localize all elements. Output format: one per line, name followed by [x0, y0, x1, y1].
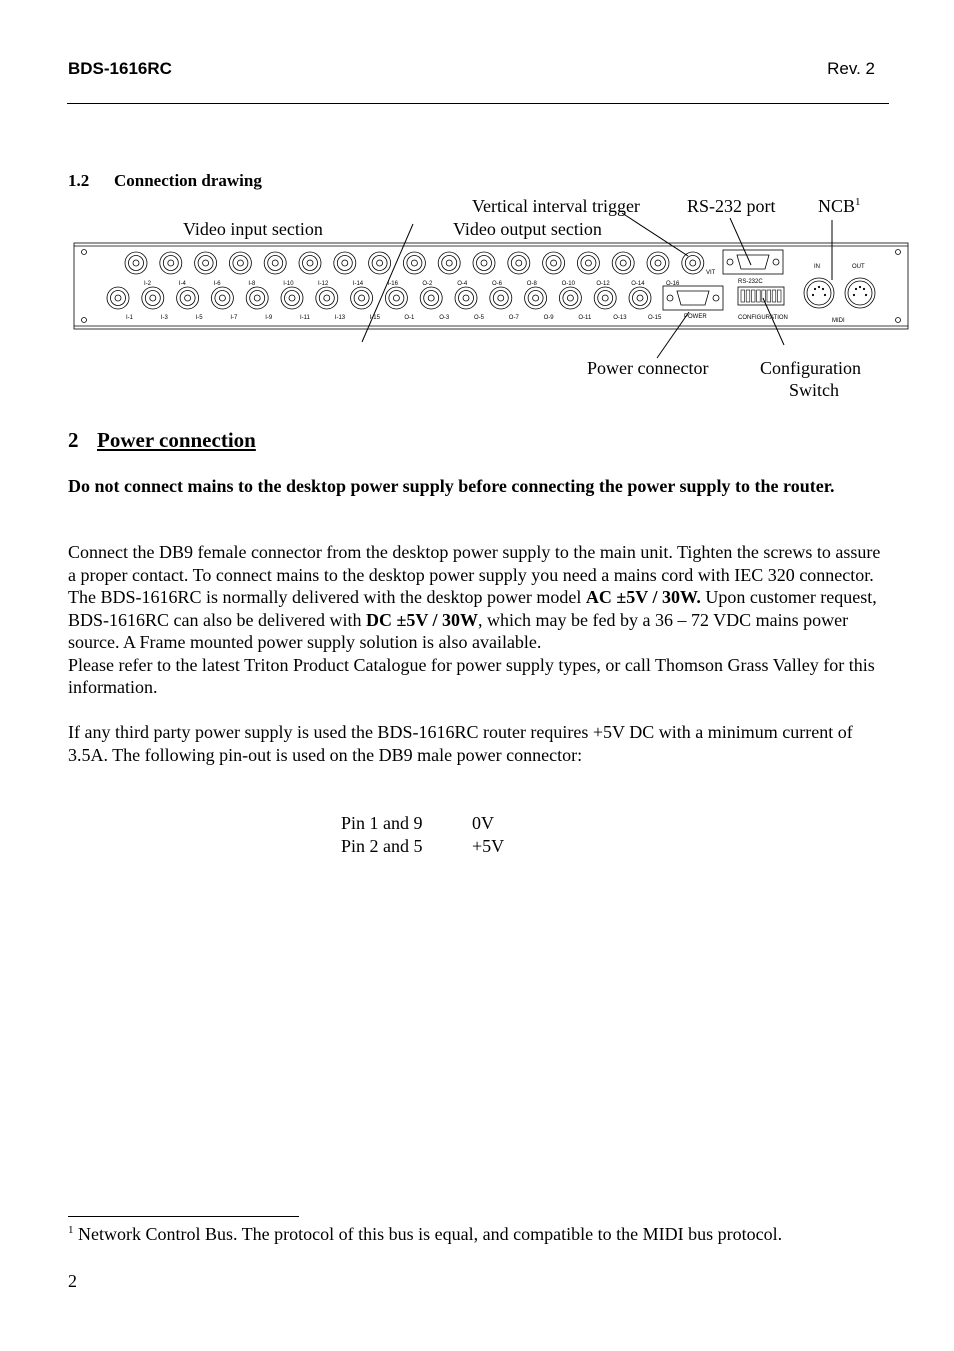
bnc-connector-i-4 [160, 252, 182, 274]
bnc-label: O-2 [422, 281, 433, 287]
bnc-label: I-4 [178, 281, 186, 287]
power-warning: Do not connect mains to the desktop power supply before connecting the power supply to the router. [68, 476, 835, 496]
callout-config-switch-line1: Configuration [760, 358, 861, 378]
power-connector-box [663, 286, 723, 310]
bnc-label: I-11 [300, 315, 310, 321]
bnc-label: O-8 [526, 281, 537, 287]
midi-panel-label: MIDI [832, 318, 845, 324]
page-number: 2 [68, 1271, 77, 1291]
callout-vit: Vertical interval trigger [472, 196, 640, 216]
bnc-connector-i-1 [107, 287, 129, 309]
power-connection-body [68, 541, 890, 766]
bnc-connector-o-10 [543, 252, 565, 274]
bnc-label: I-7 [230, 315, 238, 321]
bnc-connector-i-15 [351, 287, 373, 309]
bnc-label: O-14 [631, 281, 645, 287]
bnc-label: O-1 [404, 315, 415, 321]
bnc-connector-i-10 [264, 252, 286, 274]
din-pin [822, 288, 824, 290]
bnc-connector-o-16 [647, 252, 669, 274]
footnote-text: Network Control Bus. The protocol of this bus is equal, and compatible to the MIDI bus protocol. [73, 1224, 783, 1244]
power-db9-shell [677, 291, 709, 305]
power-screw [667, 295, 673, 301]
bnc-connector-i-14 [334, 252, 356, 274]
bnc-connector-i-11 [281, 287, 303, 309]
paragraph-power-models [68, 586, 890, 654]
footnote [68, 1224, 782, 1245]
section-number: 1.2 [68, 171, 90, 190]
dip-switch-cell [746, 290, 750, 302]
bnc-label: I-2 [144, 281, 152, 287]
dip-switch-cell [772, 290, 776, 302]
bnc-label: O-7 [508, 315, 519, 321]
section-title: Power connection [97, 428, 256, 452]
bnc-connector-o-11 [559, 287, 581, 309]
power-screw [713, 295, 719, 301]
bnc-connector-i-7 [211, 287, 233, 309]
ac-model-spec: AC ±5V / 30W. [585, 587, 701, 607]
bnc-connector-i-13 [316, 287, 338, 309]
bnc-label: O-3 [439, 315, 450, 321]
bnc-connector-o-9 [525, 287, 547, 309]
bnc-connector-i-9 [246, 287, 268, 309]
bnc-label: I-10 [283, 281, 294, 287]
bnc-label: I-8 [248, 281, 256, 287]
rack-screw-hole [82, 318, 87, 323]
bnc-connector-o-4 [438, 252, 460, 274]
bnc-label: I-6 [213, 281, 221, 287]
bnc-connector-i-5 [177, 287, 199, 309]
leader-line-input-output-divider [362, 224, 413, 342]
din-pin [818, 286, 820, 288]
rs232-screw [773, 259, 779, 265]
din-pin [812, 294, 814, 296]
paragraph-third-party: If any third party power supply is used the BDS-1616RC router requires +5V DC with a minimum current of 3.5A. The following pin-out is used on the DB9 male power connector: [68, 722, 853, 765]
bnc-connector-vit [682, 252, 704, 274]
din-pin [853, 294, 855, 296]
bnc-connector-i-12 [299, 252, 321, 274]
din-pin [824, 294, 826, 296]
midi-in-connector [804, 278, 834, 308]
bnc-connector-i-6 [195, 252, 217, 274]
bnc-label: I-16 [387, 281, 398, 287]
text-run: , which may be fed by a 36 – 72 VDC mains power source. A Frame mounted power supply solution is also available. [68, 609, 849, 652]
midi-out-label: OUT [852, 264, 865, 270]
leader-line-rs232 [730, 218, 751, 265]
rs232-screw [727, 259, 733, 265]
bnc-connector-o-14 [612, 252, 634, 274]
bnc-connector-o-3 [420, 287, 442, 309]
bnc-label: O-16 [666, 281, 680, 287]
din-pin [855, 288, 857, 290]
callout-config-switch-line2: Switch [789, 380, 840, 400]
paragraph-connect-db9: Connect the DB9 female connector from the desktop power supply to the main unit. Tighten the screws to assure a proper contact. To connect mains to the desktop power supply you need a mains cord with IEC 320 connector. [68, 542, 881, 585]
document-revision: Rev. 2 [827, 59, 875, 78]
document-product-name: BDS-1616RC [68, 59, 172, 78]
bnc-label: O-11 [578, 315, 592, 321]
footnote-reference: 1 [855, 196, 861, 208]
pinout-row [341, 812, 504, 835]
footnote-separator [68, 1216, 299, 1217]
bnc-connector-o-13 [594, 287, 616, 309]
bnc-label: O-10 [561, 281, 575, 287]
bnc-label: O-4 [457, 281, 468, 287]
bnc-connector-o-2 [403, 252, 425, 274]
configuration-dip-switch [738, 287, 784, 305]
bnc-connector-o-5 [455, 287, 477, 309]
vit-label: VIT [706, 270, 716, 276]
text-run: Upon customer request, BDS-1616RC can also be delivered with [68, 587, 877, 630]
bnc-connector-i-2 [125, 252, 147, 274]
pinout-pins: Pin 1 and 9 [341, 813, 423, 833]
din-pin [859, 286, 861, 288]
pinout-value: +5V [472, 835, 505, 856]
configuration-panel-label: CONFIGURATION [738, 315, 788, 321]
pinout-value: 0V [472, 813, 494, 833]
callout-power-connector: Power connector [587, 358, 709, 378]
section-title: Connection drawing [114, 171, 262, 190]
bnc-label: O-12 [596, 281, 610, 287]
text-run: The BDS-1616RC is normally delivered with the desktop power model [68, 587, 586, 607]
power-panel-label: POWER [684, 314, 707, 320]
bnc-label: I-9 [265, 315, 273, 321]
rs232-connector-box [723, 250, 783, 274]
bnc-label: O-5 [474, 315, 485, 321]
rack-screw-hole [896, 250, 901, 255]
bnc-label: O-9 [543, 315, 554, 321]
bnc-label: O-15 [648, 315, 662, 321]
bnc-label: I-15 [369, 315, 380, 321]
bnc-label: I-12 [318, 281, 329, 287]
rack-screw-hole [896, 318, 901, 323]
bnc-connector-o-12 [577, 252, 599, 274]
din-pin [863, 288, 865, 290]
callout-video-output: Video output section [453, 219, 602, 239]
bnc-label: I-5 [195, 315, 203, 321]
bnc-connector-o-6 [473, 252, 495, 274]
midi-in-label: IN [814, 264, 820, 270]
pinout-table [341, 812, 504, 857]
bnc-label: O-6 [492, 281, 503, 287]
midi-out-connector [845, 278, 875, 308]
callout-rs232: RS-232 port [687, 196, 776, 216]
bnc-label: O-13 [613, 315, 627, 321]
connection-drawing [0, 0, 954, 420]
dip-switch-cell [757, 290, 761, 302]
bnc-connector-i-8 [229, 252, 251, 274]
section-2-heading [68, 428, 256, 453]
bnc-label: I-1 [126, 315, 134, 321]
bnc-connector-o-8 [508, 252, 530, 274]
rs232-panel-label: RS-232C [738, 279, 763, 285]
paragraph-catalogue: Please refer to the latest Triton Product Catalogue for power supply types, or call Thomson Grass Valley for this information. [68, 654, 875, 697]
din-pin [814, 288, 816, 290]
leader-line-power [657, 312, 689, 358]
section-number: 2 [68, 428, 79, 452]
bnc-label: I-3 [160, 315, 168, 321]
bnc-connector-o-15 [629, 287, 651, 309]
dip-switch-cell [767, 290, 771, 302]
din-pin [865, 294, 867, 296]
bnc-connector-o-1 [385, 287, 407, 309]
dc-model-spec: DC ±5V / 30W [365, 609, 479, 630]
rack-screw-hole [82, 250, 87, 255]
footnote-mark: 1 [68, 1224, 74, 1236]
bnc-label: I-14 [352, 281, 364, 287]
callout-video-input: Video input section [183, 219, 323, 239]
bnc-connector-o-7 [490, 287, 512, 309]
pinout-row [341, 835, 504, 858]
dip-switch-cell [751, 290, 755, 302]
ncb-label: NCB [818, 196, 856, 216]
bnc-connector-i-16 [369, 252, 391, 274]
bnc-label: I-13 [334, 315, 346, 321]
rs232-db9-shell [737, 255, 769, 269]
dip-switch-cell [741, 290, 745, 302]
leader-line-vit [622, 213, 688, 256]
bnc-connector-i-3 [142, 287, 164, 309]
pinout-pins: Pin 2 and 5 [341, 835, 423, 856]
dip-switch-cell [777, 290, 781, 302]
